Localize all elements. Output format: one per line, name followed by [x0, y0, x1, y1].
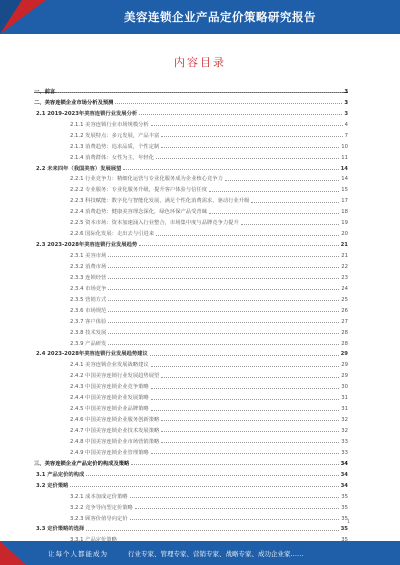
toc-leader-dots — [241, 224, 339, 225]
toc-entry-label: 3.2.1 成本加成定价策略 — [70, 493, 128, 500]
toc-entry[interactable] — [34, 128, 348, 139]
toc-entry-label: 2.4.9 中国美容连锁企业管理策略 — [70, 449, 149, 456]
toc-entry-label: 2.4.7 中国美容连锁企业技术发展策略 — [70, 428, 160, 434]
toc-entry-label: 2.3 2023-2028年美容连锁行业发展趋势 — [36, 242, 138, 249]
toc-entry-page: 29 — [341, 362, 348, 369]
toc-entry-page: 11 — [341, 154, 348, 161]
toc-entry[interactable] — [34, 500, 348, 511]
toc-leader-dots — [151, 366, 340, 367]
toc-entry-page: 4 — [344, 121, 348, 128]
toc-leader-dots — [151, 388, 340, 389]
footer-bar — [0, 541, 400, 565]
toc-entry-page: 28 — [341, 329, 348, 336]
toc-entry[interactable] — [34, 150, 348, 161]
toc-entry[interactable] — [34, 445, 348, 456]
toc-entry[interactable] — [34, 259, 348, 270]
toc-entry-label: 2.4.8 中国美容连锁企业市场营销策略 — [70, 438, 160, 445]
toc-entry-page: 3 — [344, 110, 348, 117]
toc-leader-dots — [161, 420, 339, 421]
toc-entry[interactable] — [34, 423, 348, 434]
toc-entry[interactable] — [34, 511, 348, 522]
toc-entry-label: 2.3.8 技术发展 — [70, 329, 107, 336]
toc-entry[interactable] — [34, 357, 348, 368]
toc-entry-label: 2.1 2019-2023年美容连锁行业发展分析 — [36, 110, 138, 117]
toc-entry[interactable] — [34, 303, 348, 314]
toc-entry-page: 35 — [341, 504, 348, 511]
toc-entry-label: 三、美容连锁企业产品定价的构成及策略 — [34, 460, 130, 467]
toc-entry-page: 31 — [341, 406, 348, 413]
toc-leader-dots — [139, 245, 338, 246]
toc-entry[interactable] — [34, 489, 348, 500]
toc-entry[interactable] — [34, 248, 348, 259]
toc-entry[interactable] — [34, 182, 348, 193]
page-number: 1 — [347, 520, 350, 525]
toc-entry-page: 21 — [340, 242, 348, 249]
toc-entry-page: 15 — [341, 187, 348, 194]
toc-entry-label: 2.4 2023-2028年美容连锁行业发展趋势建议 — [36, 351, 148, 358]
toc-entry-label: 2.2 未来四年（我国美容）发展展望 — [36, 165, 122, 172]
toc-entry-page: 35 — [341, 515, 348, 522]
toc-leader-dots — [139, 114, 342, 115]
toc-leader-dots — [135, 508, 339, 509]
toc-entry-label: 2.3.1 美容市场 — [70, 253, 107, 259]
toc-entry-label: 2.3.4 市场竞争 — [70, 285, 107, 292]
toc-entry-page: 35 — [341, 493, 348, 500]
toc-leader-dots — [151, 453, 340, 454]
header-bar — [0, 0, 400, 34]
toc-entry-page: 18 — [341, 209, 348, 216]
toc-entry-page: 3 — [344, 88, 348, 95]
toc-entry[interactable] — [34, 139, 348, 150]
toc-leader-dots — [108, 344, 339, 345]
toc-leader-dots — [209, 191, 339, 192]
toc-leader-dots — [161, 136, 342, 137]
toc-entry-label: 2.4.3 中国美容连锁企业竞争策略 — [70, 384, 149, 391]
toc-entry[interactable] — [34, 314, 348, 325]
toc-entry-label: 3.3 定价策略的选择 — [36, 526, 85, 533]
toc-leader-dots — [209, 213, 339, 214]
toc-entry[interactable] — [34, 478, 348, 489]
toc-entry-page: 30 — [341, 384, 348, 391]
toc-entry[interactable] — [34, 522, 348, 533]
toc-entry-page: 28 — [341, 340, 348, 347]
toc-entry-label: 2.2.5 资本市场：资本加速涌入行业整合，市场集中度与品牌竞争力提升 — [70, 220, 239, 227]
header-accent-blue — [0, 0, 22, 34]
toc-entry-page: 24 — [341, 285, 348, 292]
toc-entry-page: 29 — [341, 373, 348, 380]
toc-entry-label: 3.2.3 顾客价值导向定价 — [70, 515, 128, 522]
toc-entry-label: 2.2.1 行业竞争力：精细化运营与专业化服务成为企业核心竞争力 — [70, 176, 223, 183]
toc-entry-page: 33 — [341, 438, 348, 445]
toc-entry-label: 二、美容连锁企业市场分析及预测 — [34, 99, 114, 106]
toc-leader-dots — [151, 125, 343, 126]
toc-entry-page: 19 — [341, 220, 348, 227]
toc-entry-page: 3 — [344, 99, 348, 106]
toc-entry-label: 2.4.5 中国美容连锁企业品牌策略 — [70, 406, 149, 413]
toc-leader-dots — [161, 442, 339, 443]
toc-entry[interactable] — [34, 379, 348, 390]
toc-entry-label: 3.1 产品定价的构成 — [36, 471, 85, 478]
toc-entry-page: 22 — [341, 263, 348, 270]
toc-entry-page: 32 — [341, 417, 348, 424]
toc-entry-label: 2.4.6 中国美容连锁企业服务创新策略 — [70, 417, 160, 424]
toc-leader-dots — [151, 399, 340, 400]
toc-entry-label: 2.4.2 中国美容连锁行业发展趋势展望 — [70, 373, 160, 380]
toc-entry[interactable] — [34, 456, 348, 467]
toc-leader-dots — [57, 92, 342, 93]
footer-slogan: 让每个人都能成为 — [48, 550, 108, 558]
toc-leader-dots — [130, 519, 340, 520]
toc-entry-page: 34 — [340, 471, 348, 478]
toc-entry-page: 34 — [340, 482, 348, 489]
toc-entry[interactable] — [34, 270, 348, 281]
toc-entry-label: 2.3.6 市场规范 — [70, 307, 107, 314]
report-title: 美容连锁企业产品定价策略研究报告 — [124, 10, 316, 24]
toc-entry-label: 2.2.4 消费趋势：健康美容理念深化，绿色环保产品受青睐 — [70, 209, 207, 216]
toc-entry-page: 34 — [340, 460, 348, 467]
toc-entry-page: 32 — [341, 428, 348, 434]
toc-entry-label: 一、前言 — [34, 88, 56, 95]
toc-entry[interactable] — [34, 84, 348, 95]
toc-entry[interactable] — [34, 390, 348, 401]
toc-entry[interactable] — [34, 193, 348, 204]
toc-entry[interactable] — [34, 237, 348, 248]
toc-leader-dots — [156, 158, 339, 159]
footer-accent — [0, 541, 26, 565]
toc-entry[interactable] — [34, 226, 348, 237]
toc-leader-dots — [251, 202, 339, 203]
toc-entry-label: 2.3.3 连锁经营 — [70, 274, 107, 281]
toc-entry[interactable] — [34, 106, 348, 117]
toc-entry-label: 2.4.1 美容连锁企业发展战略建议 — [70, 362, 149, 369]
toc-entry-label: 2.1.3 消费趋势：追求品质，个性定制 — [70, 143, 160, 150]
toc-entry-page: 14 — [340, 165, 348, 172]
toc-entry[interactable] — [34, 467, 348, 478]
toc-entry-page: 17 — [341, 198, 348, 205]
toc-entry[interactable] — [34, 161, 348, 172]
toc-entry[interactable] — [34, 172, 348, 183]
toc-entry[interactable] — [34, 401, 348, 412]
toc-entry-page: 29 — [340, 351, 348, 358]
toc-leader-dots — [108, 267, 339, 268]
toc-entry-page: 14 — [341, 176, 348, 183]
toc-entry[interactable] — [34, 434, 348, 445]
toc-entry-page: 20 — [341, 231, 348, 238]
toc-entry[interactable] — [34, 368, 348, 379]
toc-entry[interactable] — [34, 281, 348, 292]
toc-leader-dots — [86, 475, 338, 476]
toc-entry[interactable] — [34, 215, 348, 226]
toc-leader-dots — [161, 431, 339, 432]
toc-leader-dots — [108, 256, 339, 257]
toc-entry-label: 2.3.2 消费市场 — [70, 263, 107, 270]
toc-entry-label: 2.2.6 国际化发展：走出去与引进来 — [70, 231, 155, 238]
toc-entry-page: 23 — [341, 274, 348, 281]
toc-entry-label: 2.3.7 客户体验 — [70, 318, 107, 325]
toc-entry-page: 33 — [341, 449, 348, 456]
toc-entry-page: 10 — [341, 143, 348, 150]
toc-leader-dots — [115, 103, 342, 104]
toc-entry-label: 2.2.3 科技赋能：数字化与智能化发展，满足个性化消费需求，驱动行业升级 — [70, 198, 250, 205]
toc-leader-dots — [108, 278, 339, 279]
toc-leader-dots — [70, 486, 338, 487]
toc-leader-dots — [108, 333, 339, 334]
toc-entry-label: 2.1.2 发展特点：多元发展，产品丰富 — [70, 132, 160, 139]
toc-leader-dots — [108, 289, 339, 290]
toc-entry-page: 21 — [341, 253, 348, 259]
toc-entry[interactable] — [34, 204, 348, 215]
footer-tagline: 行业专家、管理专家、营销专家、战略专家、成功企业家…… — [128, 550, 304, 558]
toc-entry-label: 2.1.4 消费群体：女性为主，年轻化 — [70, 154, 155, 161]
toc-leader-dots — [86, 530, 338, 531]
toc-leader-dots — [150, 355, 339, 356]
toc-entry-page: 7 — [344, 132, 348, 139]
toc-entry[interactable] — [34, 347, 348, 358]
toc-leader-dots — [225, 180, 339, 181]
toc-leader-dots — [130, 497, 340, 498]
toc-entry-label: 2.3.5 营销方式 — [70, 296, 107, 303]
toc-entry-label: 2.2.2 专业服务：专业化服务升级，提升客户体验与信任度 — [70, 187, 207, 194]
toc-leader-dots — [108, 311, 339, 312]
toc-entry-label: 2.1.1 美容连锁行业市场规模分析 — [70, 121, 149, 128]
toc-entry-label: 2.3.9 产品研发 — [70, 340, 107, 347]
toc-leader-dots — [151, 410, 340, 411]
toc-entry[interactable] — [34, 325, 348, 336]
toc-entry-label: 2.4.4 中国美容连锁企业发展策略 — [70, 395, 149, 402]
toc-entry-page: 25 — [341, 296, 348, 303]
toc-entry[interactable] — [34, 412, 348, 423]
toc-entry[interactable] — [34, 95, 348, 106]
toc-leader-dots — [156, 235, 339, 236]
toc-entry[interactable] — [34, 292, 348, 303]
toc-entry-page: 35 — [340, 526, 348, 533]
toc-leader-dots — [108, 300, 339, 301]
toc-leader-dots — [108, 322, 339, 323]
toc-entry-page: 31 — [341, 395, 348, 402]
toc-entry-page: 26 — [341, 307, 348, 314]
toc-entry[interactable] — [34, 117, 348, 128]
toc-leader-dots — [123, 169, 338, 170]
toc-leader-dots — [161, 377, 339, 378]
toc-entry-page: 27 — [341, 318, 348, 325]
toc-entry-label: 3.2.2 竞争导向型定价策略 — [70, 504, 133, 511]
table-of-contents — [34, 84, 348, 543]
toc-entry-label: 3.2 定价策略 — [36, 482, 69, 489]
toc-leader-dots — [131, 464, 338, 465]
toc-entry[interactable] — [34, 336, 348, 347]
toc-leader-dots — [161, 147, 339, 148]
toc-heading: 内容目录 — [174, 56, 226, 69]
